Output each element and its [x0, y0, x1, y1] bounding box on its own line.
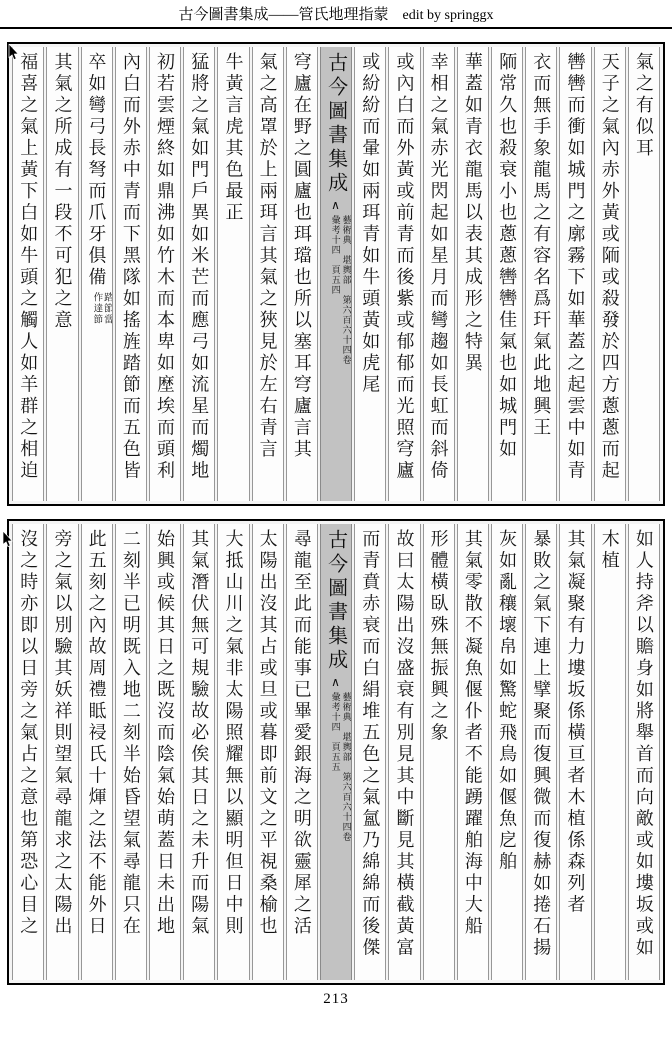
scanned-page-block-1: [7, 42, 665, 506]
text-column: [628, 47, 660, 501]
text-column: [354, 524, 386, 980]
text-column: [423, 47, 455, 501]
column-text-wrap: [492, 52, 522, 461]
column-text: 或內白而外黃或前青而後紫或郁郁而光照穹廬: [394, 52, 415, 482]
column-text: 穹廬在野之圓廬也珥璫也所以塞耳穹廬言其: [291, 52, 312, 461]
text-column: [388, 524, 420, 980]
column-text: 沒之時亦即以日旁之氣占之意也第恐心目之: [18, 529, 39, 938]
column-text-wrap: [47, 52, 77, 332]
annotation-line: 踏節當: [101, 291, 112, 325]
text-column: [183, 47, 215, 501]
column-text: 二刻半已明既入地二刻半始昏望氣尋龍只在: [120, 529, 141, 938]
annotation-line: 作達節: [91, 291, 102, 325]
column-text: 其氣潛伏無可規驗故必俟其日之未升而陽氣: [189, 529, 210, 938]
text-column: [12, 524, 44, 980]
banner-subtitle-line: 彙考十四 頁五四: [330, 215, 341, 295]
column-text: 始興或候其日之既沒而陰氣始萌蓋日未出地: [155, 529, 176, 938]
text-column: [252, 524, 284, 980]
text-column: [115, 47, 147, 501]
banner-subtitle-line: 藝術典 堪輿部 第六百六十四卷: [341, 692, 352, 842]
column-text: 而青賁赤衰而白絹堆五色之氣氳乃綿綿而後傑: [360, 529, 381, 959]
column-text: 幸相之氣赤光閃起如星月而彎趨如長虹而斜倚: [428, 52, 449, 482]
column-text-wrap: [287, 52, 317, 461]
banner-title: 古今圖書集成: [324, 529, 347, 673]
text-column: [559, 47, 591, 501]
text-column: [81, 47, 113, 501]
column-text-wrap: [116, 529, 146, 938]
volume-banner-column: [320, 47, 352, 501]
banner-subtitle: [330, 692, 352, 842]
text-column: [491, 47, 523, 501]
column-text: 陑常久也殺衰小也蔥蔥轡轡佳氣也如城門如: [497, 52, 518, 461]
banner-subtitle-line: 彙考十四 頁五五: [330, 692, 341, 772]
column-text-wrap: [389, 529, 419, 959]
column-text: 灰如亂穰壞帛如驚蛇飛鳥如偃魚戹舶: [497, 529, 518, 873]
header-divider: [0, 27, 672, 29]
column-text-wrap: [629, 529, 659, 959]
column-text: 旁之氣以別驗其妖祥則望氣尋龍求之太陽出: [52, 529, 73, 938]
text-column: [81, 524, 113, 980]
banner-bracket-mark: ∧: [328, 198, 343, 212]
column-text: 其氣零散不凝魚偃仆者不能踴躍舶海中大船: [462, 529, 483, 938]
text-column: [217, 47, 249, 501]
text-column: [217, 524, 249, 980]
text-column: [388, 47, 420, 501]
text-column: [423, 524, 455, 980]
document-title: 古今圖書集成——管氏地理指蒙: [178, 7, 389, 23]
column-text: 暴敗之氣下連上擘聚而復興微而復赫如捲石揚: [531, 529, 552, 959]
column-text: 形體橫臥殊無振興之象: [428, 529, 449, 744]
text-column: [354, 47, 386, 501]
text-column: [559, 524, 591, 980]
text-column: [252, 47, 284, 501]
editor-credit: edit by springgx: [402, 8, 494, 23]
text-column: [491, 524, 523, 980]
document-header: [0, 3, 672, 24]
column-text: 華蓋如青衣龍馬以表其成形之特異: [462, 52, 483, 375]
banner-subtitle: [330, 215, 352, 365]
column-text-wrap: [595, 52, 625, 482]
text-column: [286, 524, 318, 980]
column-text-wrap: [526, 529, 556, 959]
column-text-wrap: [218, 529, 248, 938]
column-text-wrap: [82, 529, 112, 938]
column-text: 衣而無手象龍馬之有容名爲玕氣此地興王: [531, 52, 552, 439]
column-text: 此五刻之內故周禮眡祲氏十煇之法不能外日: [86, 529, 107, 938]
column-text: 大抵山川之氣非太陽照耀無以顯明但日中則: [223, 529, 244, 938]
text-column: [12, 47, 44, 501]
column-text-wrap: [595, 529, 625, 572]
column-text-wrap: [116, 52, 146, 482]
text-column: [628, 524, 660, 980]
column-text: 氣之高罩於上兩珥言其氣之狹見於左右青言: [257, 52, 278, 461]
column-text-wrap: [424, 52, 454, 482]
column-text: 太陽出沒其占或旦或暮即前文之平視桑榆也: [257, 529, 278, 938]
column-text-wrap: [355, 529, 385, 959]
column-text-wrap: [424, 529, 454, 744]
text-column: [525, 524, 557, 980]
mouse-pointer-icon: [2, 531, 14, 549]
text-column: [46, 524, 78, 980]
column-text-wrap: [218, 52, 248, 224]
column-text-wrap: [47, 529, 77, 938]
banner-bracket-mark: ∧: [328, 675, 343, 689]
page-number: 213: [323, 991, 349, 1007]
column-text-wrap: [13, 52, 43, 482]
inline-annotation: [91, 292, 112, 325]
column-text: 猛將之氣如門戶異如米芒而應弓如流星而燭地: [189, 52, 210, 482]
column-text-wrap: [355, 52, 385, 396]
text-column: [594, 47, 626, 501]
banner-title: 古今圖書集成: [324, 52, 347, 196]
column-text: 卒如彎弓長弩而爪牙俱備: [86, 52, 107, 289]
column-text: 木植: [599, 529, 620, 572]
column-text: 初若雲煙終如鼎沸如竹木而本卑如塺埃而頭利: [155, 52, 176, 482]
column-text-wrap: [287, 529, 317, 938]
column-text-wrap: [81, 52, 112, 325]
column-text-wrap: [526, 52, 556, 439]
text-column: [594, 524, 626, 980]
text-column: [149, 47, 181, 501]
banner-content: [321, 529, 352, 842]
text-column: [457, 47, 489, 501]
column-text: 天子之氣內赤外黃或陑或殺發於四方蔥蔥而起: [599, 52, 620, 482]
column-text: 或紛紛而暈如兩珥青如牛頭黃如虎尾: [360, 52, 381, 396]
column-text: 故曰太陽出沒盛衰有別見其中斷見其橫截黃富: [394, 529, 415, 959]
column-text-wrap: [150, 52, 180, 482]
column-text: 氣之有似耳: [633, 52, 654, 160]
mouse-pointer-icon: [8, 44, 20, 62]
scanned-page-block-2: [7, 519, 665, 985]
column-text-wrap: [560, 52, 590, 482]
banner-subtitle-line: 藝術典 堪輿部 第六百六十四卷: [341, 215, 352, 365]
column-text-wrap: [253, 52, 283, 461]
column-text: 轡轡而衝如城門之廓霧下如華蓋之起雲中如青: [565, 52, 586, 482]
column-text-wrap: [458, 52, 488, 375]
text-column: [149, 524, 181, 980]
column-text-wrap: [13, 529, 43, 938]
text-column: [115, 524, 147, 980]
column-text-wrap: [560, 529, 590, 916]
column-text: 其氣之所成有一段不可犯之意: [52, 52, 73, 332]
column-text: 其氣凝聚有力塿坂係橫亘者木植係森列者: [565, 529, 586, 916]
column-text-wrap: [150, 529, 180, 938]
column-text-wrap: [184, 52, 214, 482]
column-text: 內白而外赤中青而下黑隊如搖旌踏節而五色皆: [120, 52, 141, 482]
column-text: 福喜之氣上黃下白如牛頭之觸人如羊群之相迫: [18, 52, 39, 482]
banner-content: [321, 52, 352, 365]
text-column: [525, 47, 557, 501]
column-text: 牛黃言虎其色最正: [223, 52, 244, 224]
text-column: [457, 524, 489, 980]
column-text-wrap: [458, 529, 488, 938]
column-text: 如人持斧以贍身如將舉首而向敵或如塿坂或如: [633, 529, 654, 959]
column-text: 尋龍至此而能事已畢愛銀海之明欲靈犀之活: [291, 529, 312, 938]
text-column: [286, 47, 318, 501]
column-text-wrap: [492, 529, 522, 873]
column-text-wrap: [184, 529, 214, 938]
column-text-wrap: [253, 529, 283, 938]
text-column: [46, 47, 78, 501]
column-text-wrap: [629, 52, 659, 160]
text-column: [183, 524, 215, 980]
column-text-wrap: [389, 52, 419, 482]
volume-banner-column: [320, 524, 352, 980]
